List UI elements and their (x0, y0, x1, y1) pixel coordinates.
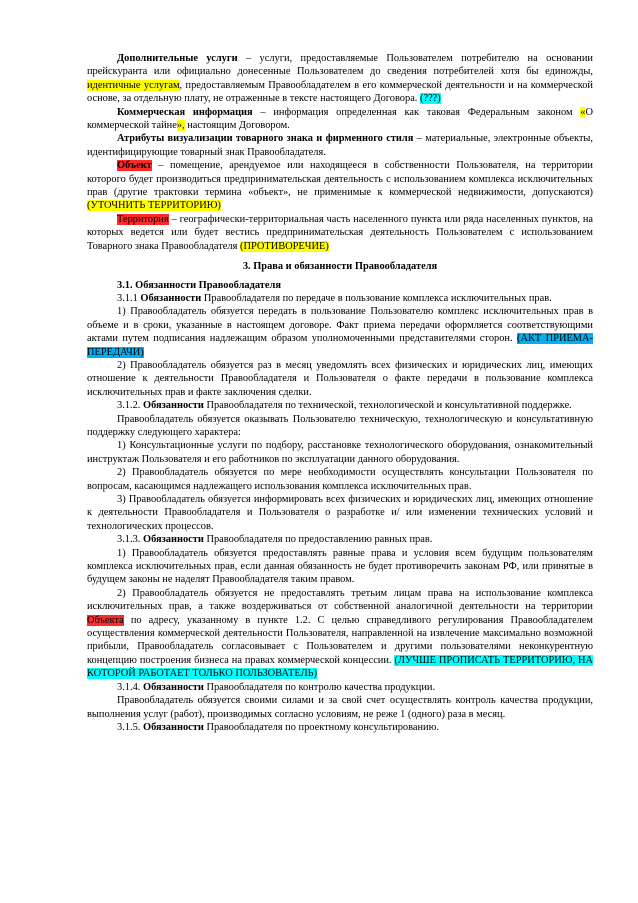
term-highlight-red: Объект (117, 160, 152, 172)
clause-3-1-3: 3.1.3. Обязанности Правообладателя по предоставлению равных прав. (117, 534, 433, 546)
document-page (87, 52, 593, 734)
highlight-yellow: « (580, 106, 586, 118)
clause-3-1-2-intro: Правообладатель обязуется оказывать Пользователю техническую, технологическую и консультативную поддержку следующего характера: (87, 413, 593, 438)
subsection-3-1: 3.1. Обязанности Правообладателя (117, 279, 281, 291)
clause-3-1-4: 3.1.4. Обязанности Правообладателя по контролю качества продукции. (117, 681, 436, 693)
clause-3-1-3-item-1: 1) Правообладатель обязуется предоставлять равные права и условия всем будущим пользователям комплекса исключительных прав, если данная обязанность не будет противоречить законам РФ, или принятые в будущем законы не наделят Правообладателя таким правом. (87, 547, 593, 586)
highlight-yellow: идентичные услугам (87, 79, 180, 91)
term: Атрибуты визуализации товарного знака и фирменного стиля (117, 133, 414, 145)
highlight-yellow: », (176, 120, 185, 132)
clause-3-1-1-item-2: 2) Правообладатель обязуется раз в месяц уведомлять всех физических и юридических лиц, имеющих отношение к деятельности Правообладателя и Пользователя о факте передачи в пользование комплекса исключительных прав и факте заключения сделки. (87, 359, 593, 398)
clause-3-1-2: 3.1.2. Обязанности Правообладателя по технической, технологической и консультативной поддержке. (117, 400, 572, 412)
highlight-yellow: (УТОЧНИТЬ ТЕРРИТОРИЮ) (87, 200, 221, 212)
clause-3-1-5: 3.1.5. Обязанности Правообладателя по проектному консультированию. (117, 721, 439, 733)
definition-attributes: Атрибуты визуализации товарного знака и фирменного стиля – материальные, электронные объекты, идентифицирующие товарный знак Правообладателя. (87, 133, 593, 158)
clause-3-1-4-item: Правообладатель обязуется своими силами и за свой счет осуществлять контроль качества продукции, выполнения услуг (работ), производимых согласно условиям, не реже 1 (одного) раза в месяц. (87, 695, 593, 720)
definition-commercial-info: Коммерческая информация – информация определенная как таковая Федеральным законом «О коммерческой тайне», настоящим Договором. (87, 106, 593, 132)
highlight-red: Объекта (87, 614, 124, 626)
definition-additional-services: Дополнительные услуги – услуги, предоставляемые Пользователем потребителю на основании прейскуранта или официально донесенные Пользователем до сведения потребителей хотя бы единожды, идентичные услугам, предоставляемым Правообладателем в его коммерческой деятельности и на коммерческой основе, за отдельную плату, не отраженные в тексте настоящего Договора. (???) (87, 53, 593, 105)
clause-3-1-2-item-2: 2) Правообладатель обязуется по мере необходимости осуществлять консультации Пользователя по вопросам, касающимся надлежащего использования комплекса исключительных прав. (87, 467, 593, 492)
highlight-blue: (АКТ ПРИЕМА-ПЕРЕДАЧИ) (87, 333, 593, 358)
definition-object: Объект – помещение, арендуемое или находящееся в собственности Пользователя, на территории которого будет производиться предпринимательская деятельность с использованием комплекса исключительных прав (другие трактовки термина «объект», не применимые к коммерческой недвижимости, допускаются) (УТОЧНИТЬ ТЕРРИТОРИЮ) (87, 160, 593, 212)
clause-3-1-3-item-2: 2) Правообладатель обязуется не предоставлять третьим лицам права на использование комплекса исключительных прав, а также воздерживаться от собственной аналогичной деятельности на территории Объекта по адресу, указанному в пункте 1.2. С целью справедливого регулирования Правообладателем осуществления коммерческой деятельности Пользователя, направленной на извлечение максимально возможной прибыли, Правообладатель согласовывает с Пользователем и другими пользователями неконкурентную концепцию построения бизнеса на правах коммерческой концессии. (ЛУЧШЕ ПРОПИСАТЬ ТЕРРИТОРИЮ, НА КОТОРОЙ РАБОТАЕТ ТОЛЬКО ПОЛЬЗОВАТЕЛЬ) (87, 587, 593, 680)
term: Дополнительные услуги (117, 53, 238, 64)
clause-3-1-1-item-1: 1) Правообладатель обязуется передать в пользование Пользователю комплекс исключительных прав в объеме и в сроки, указанные в настоящем договоре. Факт приема передачи оформляется соответствующими актами путем подписания надлежащим образом уполномоченными представителями сторон. (АКТ ПРИЕМА-ПЕРЕДАЧИ) (87, 306, 593, 358)
definition-territory: Территория – географически-территориальная часть населенного пункта или ряда населенных пунктов, на которых ведется или будет вестись предпринимательская деятельность Пользователем с использованием Товарного знака Правообладателя (ПРОТИВОРЕЧИЕ) (87, 213, 593, 252)
clause-3-1-2-item-3: 3) Правообладатель обязуется информировать всех физических и юридических лиц, имеющих отношение к деятельности Правообладателя и Пользователя о разработке и/ или изменении технических условий и технологических процессов. (87, 494, 593, 532)
clause-3-1-2-item-1: 1) Консультационные услуги по подбору, расстановке технологического оборудования, ознакомительный инструктаж Пользователя и его работников по эксплуатации данного оборудования. (87, 440, 593, 465)
term: Коммерческая информация (117, 106, 253, 118)
section-title: 3. Права и обязанности Правообладателя (242, 261, 438, 273)
highlight-cyan: (ЛУЧШЕ ПРОПИСАТЬ ТЕРРИТОРИЮ, НА КОТОРОЙ РАБОТАЕТ ТОЛЬКО ПОЛЬЗОВАТЕЛЬ) (87, 654, 593, 680)
highlight-yellow: (ПРОТИВОРЕЧИЕ) (239, 240, 329, 252)
clause-3-1-1: 3.1.1 Обязанности Правообладателя по передаче в пользование комплекса исключительных прав. (117, 292, 552, 304)
term-highlight-red: Территория (117, 213, 169, 225)
highlight-cyan: (???) (420, 93, 441, 105)
